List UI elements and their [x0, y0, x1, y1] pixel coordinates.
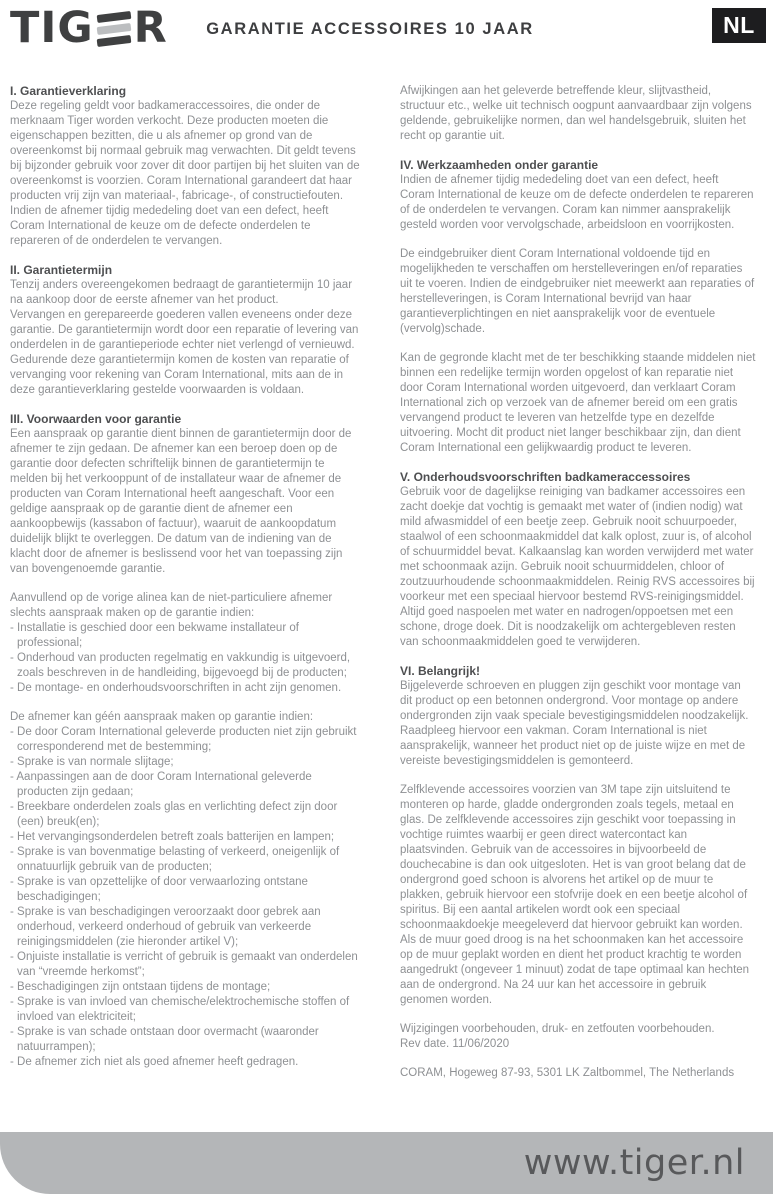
deviations-paragraph: Afwijkingen aan het geleverde betreffende kleur, slijtvastheid, structuur etc., welke uit technisch oogpunt aanvaardbaar zijn volgens geldende, gebruikelijke normen, dan wel handelsgebruik, sluiten het recht op garantie uit. — [400, 85, 752, 142]
section-4-paragraph: Kan de gegronde klacht met de ter beschikking staande middelen niet binnen een redelijke termijn worden opgelost of kan reparatie niet door Coram International worden uitgevoerd, dan verklaart Coram International zich op verzoek van de afnemer bereid om een gratis vervangend product te leveren van hetzelfde type en dezelfde uitvoering. Mocht dit product niet langer beschikbaar zijn, dan dient Coram International een gelijkwaardig product te leveren. — [400, 352, 756, 454]
closing-line: Wijzigingen voorbehouden, druk- en zetfouten voorbehouden. — [400, 1023, 715, 1035]
list-item: - Het vervangingsonderdelen betreft zoals batterijen en lampen; — [10, 831, 335, 843]
section-5-heading: V. Onderhoudsvoorschriften badkameraccessoires — [400, 470, 691, 484]
website-text: www.tiger.nl — [523, 1143, 745, 1183]
list-item: - Beschadigingen zijn ontstaan tijdens de montage; — [10, 981, 271, 993]
language-badge: NL — [712, 8, 766, 43]
section-4-paragraph: De eindgebruiker dient Coram International voldoende tijd en mogelijkheden te verschaffen om herstelleveringen en/of reparaties uit te voeren. Indien de eindgebruiker niet meewerkt aan reparaties of herstelleveringen, is Coram International bevrijd van haar garantieverplichtingen en niet aansprakelijk voor de eventuele (vervolg)schade. — [400, 248, 755, 335]
tiger-logo — [10, 3, 168, 53]
section-2-heading: II. Garantietermijn — [10, 263, 113, 277]
section-2-paragraph: Vervangen en gerepareerde goederen vallen eveneens onder deze garantie. De garantietermijn wordt door een reparatie of levering van onderdelen in de garantieperiode echter niet verlengd of vernieuwd. — [10, 309, 359, 351]
section-4-heading: IV. Werkzaamheden onder garantie — [400, 158, 599, 172]
section-2-paragraph: Tenzij anders overeengekomen bedraagt de garantietermijn 10 jaar na aankoop door de eerste afnemer van het product. — [10, 279, 353, 306]
logo-text-suffix: R — [133, 3, 168, 53]
left-column — [10, 84, 362, 1070]
section-2-paragraph: Gedurende deze garantietermijn komen de kosten van reparatie of vervanging voor rekening van Coram International, mits aan de in deze garantieverklaring gestelde voorwaarden is voldaan. — [10, 354, 349, 396]
list-item: - Sprake is van schade ontstaan door overmacht (waaronder natuurrampen); — [10, 1026, 319, 1053]
section-6-heading: VI. Belangrijk! — [400, 664, 481, 678]
list-item: - Onderhoud van producten regelmatig en vakkundig is uitgevoerd, zoals beschreven in de handleiding, bijgevoegd bij de producten; — [10, 652, 351, 679]
section-6-paragraph: Zelfklevende accessoires voorzien van 3M tape zijn uitsluitend te monteren op harde, gladde ondergronden zoals tegels, metaal en glas. De zelfklevende accessoires zijn geschikt voor toepassing in vochtige ruimtes waarbij er geen direct watercontact kan plaatsvinden. Gebruik van de accessoires in bijvoorbeeld de douchecabine is dan ook uitgesloten. Het is van groot belang dat de ondergrond goed schoon is alvorens het artikel op de muur te plakken, gebruik hiervoor een stofvrije doek en een beetje alcohol of spiritus. Bij een aantal artikelen wordt ook een speciaal schoonmaakdoekje meegeleverd dat hiervoor gebruikt kan worden. Als de muur goed droog is na het schoonmaken kan het accessoire op de muur geplakt worden en dient het product krachtig te worden aangedrukt (ongeveer 1 minuut) zodat de tape optimaal kan hechten aan de ondergrond. Na 24 uur kan het accessoire in gebruik genomen worden. — [400, 784, 750, 1006]
section-4-paragraph: Indien de afnemer tijdig mededeling doet van een defect, heeft Coram International de keuze om de defecte onderdelen te repareren of de onderdelen te vervangen. Coram kan nimmer aansprakelijk gesteld worden voor vervolgschade, arbeidsloon en voorrijkosten. — [400, 174, 754, 231]
list-item: - De door Coram International geleverde producten niet zijn gebruikt corresponderend met de bestemming; — [10, 726, 357, 753]
list-item: - De montage- en onderhoudsvoorschriften in acht zijn genomen. — [10, 682, 342, 694]
conditions-intro: Aanvullend op de vorige alinea kan de niet-particuliere afnemer slechts aanspraak maken op de garantie indien: — [10, 592, 333, 619]
section-3-paragraph: Een aanspraak op garantie dient binnen de garantietermijn door de afnemer te zijn gedaan. De afnemer kan een beroep doen op de garantie door defecten schriftelijk binnen de garantietermijn te melden bij het verkooppunt of de installateur waar de afnemer de producten van Coram International heeft aangeschaft. Voor een geldige aanspraak op de garantie dient de afnemer een aankoopbewijs (kassabon of factuur), waaruit de aankoopdatum duidelijk blijkt te overleggen. De datum van de indiening van de klacht door de afnemer is beslissend voor het van toepassing zijn van bovengenoemde garantie. — [10, 428, 352, 575]
document-header — [0, 0, 773, 60]
company-address: CORAM, Hogeweg 87-93, 5301 LK Zaltbommel, The Netherlands — [400, 1067, 735, 1079]
logo-stylized-e-icon — [97, 9, 131, 49]
list-item: - Sprake is van invloed van chemische/elektrochemische stoffen of invloed van elektriciteit; — [10, 996, 350, 1023]
list-item: - Sprake is van bovenmatige belasting of verkeerd, oneigenlijk of onnatuurlijk gebruik van de producten; — [10, 846, 340, 873]
list-item: - Aanpassingen aan de door Coram International geleverde producten zijn gedaan; — [10, 771, 312, 798]
list-item: - Onjuiste installatie is verricht of gebruik is gemaakt van onderdelen van “vreemde herkomst”; — [10, 951, 358, 978]
footer-bar — [0, 1132, 773, 1194]
section-1-paragraph: Deze regeling geldt voor badkameraccessoires, die onder de merknaam Tiger worden verkocht. Deze producten moeten die eigenschappen bezitten, die u als afnemer op grond van de overeenkomst bij normaal gebruik mag verwachten. Dit geldt tevens bij bijzonder gebruik voor zover dit door partijen bij het sluiten van de overeenkomst is voorzien. Coram International garandeert dat haar producten vrij zijn van materiaal-, fabricage-, of constructiefouten. Indien de afnemer tijdig mededeling doet van een defect, heeft Coram International de keuze om de defecte onderdelen te repareren of de onderdelen te vervangen. — [10, 100, 360, 247]
revision-date: Rev date. 11/06/2020 — [400, 1038, 510, 1050]
exclusions-list — [10, 725, 362, 1070]
section-5-paragraph: Gebruik voor de dagelijkse reiniging van badkamer accessoires een zacht doekje dat vochtig is gemaakt met water of (indien nodig) wat mild afwasmiddel of een beetje zeep. Gebruik nooit schuurpoeder, staalwol of een schoonmaakmiddel dat kalk oplost, zuur is, of alcohol of schuurmiddel bevat. Kalkaanslag kan worden verwijderd met water met schoonmaak azijn. Gebruik nooit schuurmiddelen, chloor of zoutzuurhoudende schoonmaakmiddelen. Reinig RVS accessoires bij voorkeur met een speciaal hiervoor bestemd RVS-reinigingsmiddel. Altijd goed naspoelen met water en nadrogen/oppoetsen met een schone, droge doek. Dit is noodzakelijk om achtergebleven resten van schoonmaakmiddelen goed te verwijderen. — [400, 486, 755, 648]
list-item: - Sprake is van beschadigingen veroorzaakt door gebrek aan onderhoud, verkeerd onderhoud of gebruik van verkeerde reinigingsmiddelen (zie hieronder artikel V); — [10, 906, 321, 948]
closing-block — [400, 1022, 756, 1052]
exclusions-intro: De afnemer kan géén aanspraak maken op garantie indien: — [10, 711, 314, 723]
list-item: - Installatie is geschied door een bekwame installateur of professional; — [10, 622, 299, 649]
section-3-heading: III. Voorwaarden voor garantie — [10, 412, 182, 426]
list-item: - De afnemer zich niet als goed afnemer heeft gedragen. — [10, 1056, 299, 1068]
conditions-list — [10, 621, 362, 696]
list-item: - Sprake is van opzettelijke of door verwaarlozing ontstane beschadigingen; — [10, 876, 308, 903]
logo-text-prefix: TIG — [10, 3, 94, 53]
right-column — [400, 84, 756, 1081]
list-item: - Sprake is van normale slijtage; — [10, 756, 174, 768]
page-title: GARANTIE ACCESSOIRES 10 JAAR — [206, 20, 534, 38]
section-6-paragraph: Bijgeleverde schroeven en pluggen zijn geschikt voor montage van dit product op een betonnen ondergrond. Voor montage op andere ondergronden zijn vaak speciale bevestigingsmiddelen noodzakelijk. Raadpleeg hiervoor een vakman. Coram International is niet aansprakelijk, wanneer het product niet op de juiste wijze en met de vereiste bevestigingsmiddelen is gemonteerd. — [400, 680, 749, 767]
section-1-heading: I. Garantieverklaring — [10, 84, 127, 98]
list-item: - Breekbare onderdelen zoals glas en verlichting defect zijn door (een) breuk(en); — [10, 801, 338, 828]
